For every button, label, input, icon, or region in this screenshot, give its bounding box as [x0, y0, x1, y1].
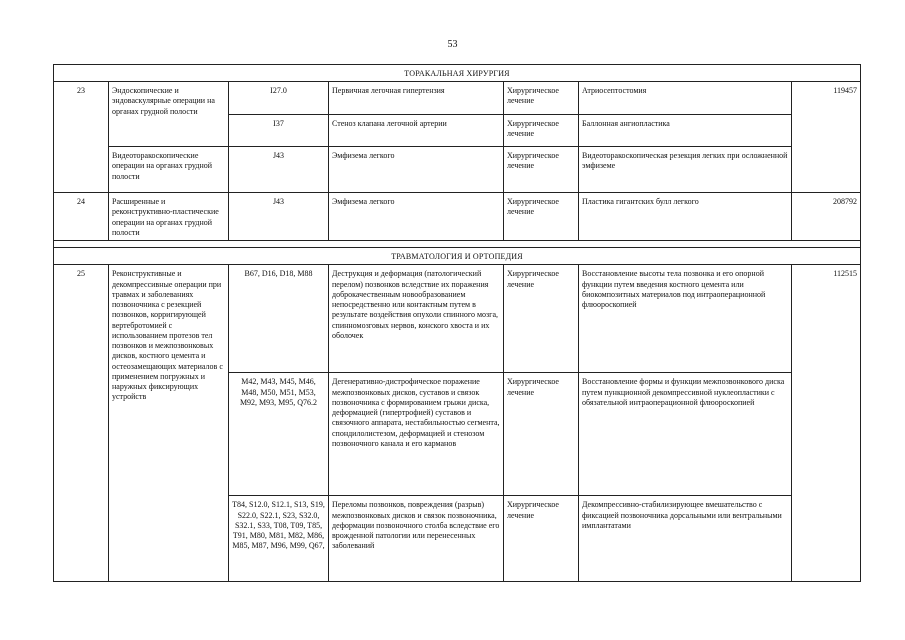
- patient-model-cell: Стеноз клапана легочной артерии: [329, 115, 504, 147]
- treatment-method-cell: Баллонная ангиопластика: [579, 115, 792, 147]
- patient-model-cell: Переломы позвонков, повреждения (разрыв) межпозвонковых дисков и связок позвоночника, деформации позвоночного столба вследствие его врожденной патологии или перенесенных заболеваний: [329, 496, 504, 582]
- patient-model-cell: Эмфизема легкого: [329, 147, 504, 193]
- treatment-method-cell: Декомпрессивно-стабилизирующее вмешательство с фиксацией позвоночника дорсальными или вентральными имплантатами: [579, 496, 792, 582]
- treatment-method-cell: Восстановление высоты тела позвонка и его опорной функции путем введения костного цемента или биокомпозитных материалов под интраоперационной флюороскопией: [579, 265, 792, 373]
- page-number: 53: [447, 39, 458, 50]
- diagnosis-code-cell: J43: [229, 147, 329, 193]
- section-title-trauma: ТРАВМАТОЛОГИЯ И ОРТОПЕДИЯ: [54, 248, 861, 265]
- cost-cell: 208792: [792, 193, 861, 241]
- diagnosis-code-cell: J43: [229, 193, 329, 241]
- patient-model-cell: Деструкция и деформация (патологический перелом) позвонков вследствие их поражения доброкачественным новообразованием непосредственно или контактным путем в результате воздействия опухоли спинного мозга, спинномозговых нервов, конского хвоста и их оболочек: [329, 265, 504, 373]
- table-row-24: [54, 193, 861, 241]
- treatment-type-cell: Хирургическое лечение: [504, 193, 579, 241]
- patient-model-cell: Первичная легочная гипертензия: [329, 82, 504, 115]
- cost-cell: 119457: [792, 82, 861, 193]
- row-number: 24: [54, 193, 109, 241]
- treatment-type-cell: Хирургическое лечение: [504, 496, 579, 582]
- table-row-23a: [54, 82, 861, 115]
- treatment-type-cell: Хирургическое лечение: [504, 265, 579, 373]
- treatment-type-cell: Хирургическое лечение: [504, 82, 579, 115]
- procedures-table: [53, 64, 861, 582]
- cost-cell: 112515: [792, 265, 861, 582]
- procedure-name-cell: Расширенные и реконструктивно-пластические операции на органах грудной полости: [109, 193, 229, 241]
- spacer-row: [54, 241, 861, 248]
- treatment-type-cell: Хирургическое лечение: [504, 147, 579, 193]
- procedure-name-cell: Реконструктивные и декомпрессивные операции при травмах и заболеваниях позвоночника с резекцией позвонков, корригирующей вертебротомией с использованием протезов тел позвонков и межпозвонковых дисков, костного цемента и остеозамещающих материалов с применением погружных и наружных фиксирующих устройств: [109, 265, 229, 582]
- section-row-thoracic: [54, 65, 861, 82]
- table-row-23c: [54, 147, 861, 193]
- treatment-method-cell: Восстановление формы и функции межпозвонкового диска путем пункционной декомпрессивной нуклеопластики с обязательной интраоперационной флюороскопией: [579, 373, 792, 496]
- table-row-25a: [54, 265, 861, 373]
- procedure-name-cell: Видеоторакоскопические операции на органах грудной полости: [109, 147, 229, 193]
- treatment-method-cell: Видеоторакоскопическая резекция легких при осложненной эмфиземе: [579, 147, 792, 193]
- spacer-cell: [54, 241, 861, 248]
- section-title-thoracic: ТОРАКАЛЬНАЯ ХИРУРГИЯ: [54, 65, 861, 82]
- diagnosis-code-cell: B67, D16, D18, M88: [229, 265, 329, 373]
- treatment-type-cell: Хирургическое лечение: [504, 115, 579, 147]
- diagnosis-code-cell: I27.0: [229, 82, 329, 115]
- procedure-name-cell: Эндоскопические и эндоваскулярные операции на органах грудной полости: [109, 82, 229, 147]
- diagnosis-code-cell: I37: [229, 115, 329, 147]
- section-row-trauma: [54, 248, 861, 265]
- treatment-method-cell: Пластика гигантских булл легкого: [579, 193, 792, 241]
- patient-model-cell: Эмфизема легкого: [329, 193, 504, 241]
- diagnosis-code-cell: T84, S12.0, S12.1, S13, S19, S22.0, S22.1, S23, S32.0, S32.1, S33, T08, T09, T85, T91, M80, M81, M82, M86, M85, M87, M96, M99, Q67,: [229, 496, 329, 582]
- treatment-type-cell: Хирургическое лечение: [504, 373, 579, 496]
- diagnosis-code-cell: M42, M43, M45, M46, M48, M50, M51, M53, M92, M93, M95, Q76.2: [229, 373, 329, 496]
- row-number: 23: [54, 82, 109, 193]
- row-number: 25: [54, 265, 109, 582]
- treatment-method-cell: Атриосептостомия: [579, 82, 792, 115]
- patient-model-cell: Дегенеративно-дистрофическое поражение межпозвонковых дисков, суставов и связок позвоночника с формированием грыжи диска, деформацией (гипертрофией) суставов и связочного аппарата, нестабильностью сегмента, спондилолистезом, деформацией и стенозом позвоночного канала и его карманов: [329, 373, 504, 496]
